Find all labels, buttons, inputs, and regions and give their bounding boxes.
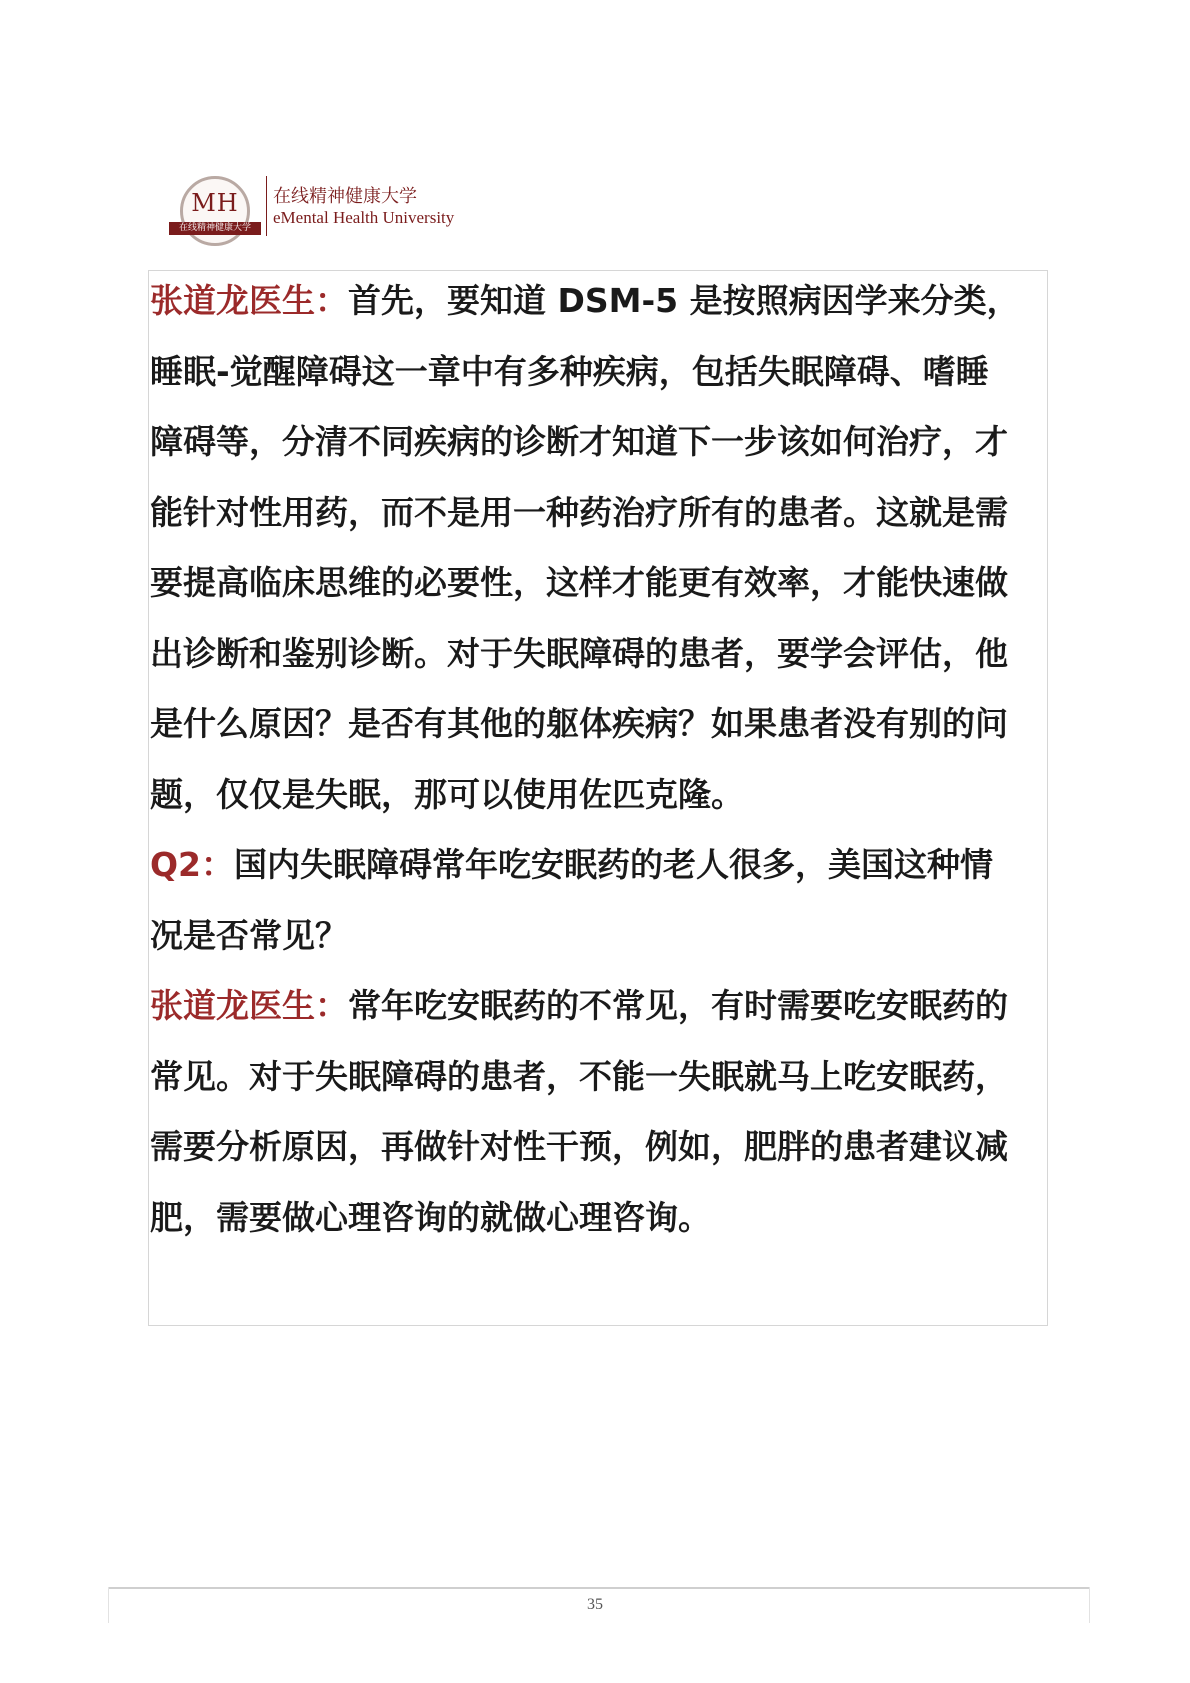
paragraph-answer-2 — [150, 971, 1020, 1253]
header — [170, 172, 510, 250]
logo-emblem — [180, 176, 250, 246]
speaker-label: 张道龙医生： — [150, 281, 348, 320]
footer-divider — [108, 1587, 1090, 1589]
page-number: 35 — [587, 1596, 603, 1613]
body-text — [150, 266, 1020, 1253]
speaker-label: 张道龙医生： — [150, 986, 348, 1025]
university-name-cn: 在线精神健康大学 — [273, 186, 417, 207]
logo-ribbon: 在线精神健康大学 — [169, 222, 261, 235]
paragraph-question-2 — [150, 830, 1020, 971]
paragraph-text: 国内失眠障碍常年吃安眠药的老人很多，美国这种情况是否常见？ — [150, 845, 994, 955]
paragraph-text: 首先，要知道 DSM-5 是按照病因学来分类，睡眠-觉醒障碍这一章中有多种疾病，包括失眠障碍、嗜睡障碍等，分清不同疾病的诊断才知道下一步该如何治疗，才能针对性用药，而不是用一种药治疗所有的患者。这就是需要提高临床思维的必要性，这样才能更有效率，才能快速做出诊断和鉴别诊断。对于失眠障碍的患者，要学会评估，他是什么原因？是否有其他的躯体疾病？如果患者没有别的问题，仅仅是失眠，那可以使用佐匹克隆。 — [150, 281, 1020, 814]
paragraph-text: 常年吃安眠药的不常见，有时需要吃安眠药的常见。对于失眠障碍的患者，不能一失眠就马上吃安眠药，需要分析原因，再做针对性干预，例如，肥胖的患者建议减肥，需要做心理咨询的就做心理咨询。 — [150, 986, 1008, 1237]
logo-mark: MH — [191, 189, 239, 217]
university-name-en: eMental Health University — [273, 208, 455, 227]
logo-divider — [266, 176, 267, 236]
question-label: Q2： — [150, 845, 235, 884]
paragraph-answer-1 — [150, 266, 1020, 830]
